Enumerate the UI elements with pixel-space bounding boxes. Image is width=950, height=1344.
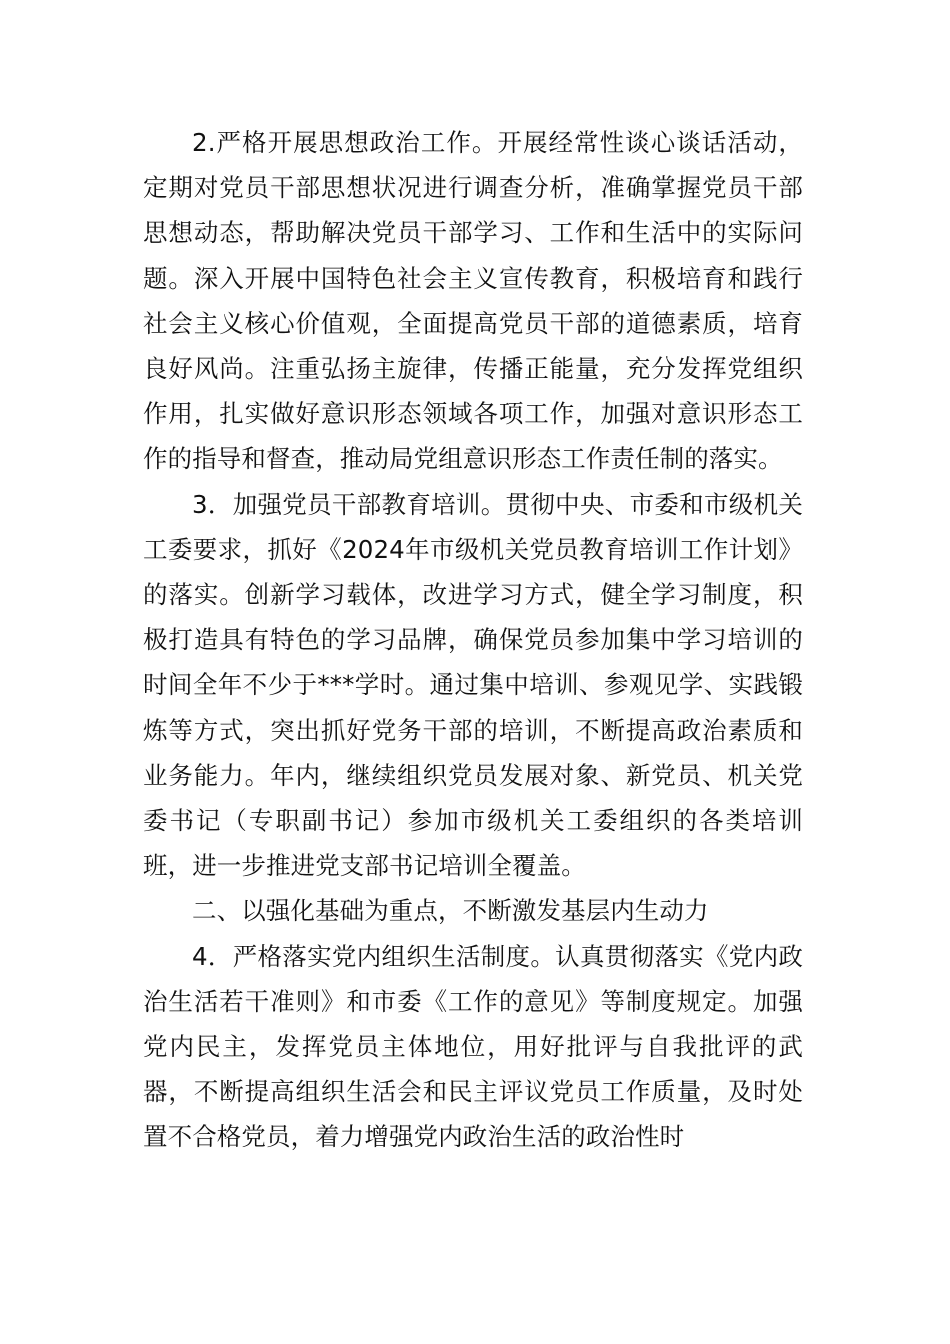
document-body: [143, 120, 803, 1160]
paragraph-ideological-work: 2.严格开展思想政治工作。开展经常性谈心谈话活动，定期对党员干部思想状况进行调查分析，准确掌握党员干部思想动态，帮助解决党员干部学习、工作和生活中的实际问题。深入开展中国特色社会主义宣传教育，积极培育和践行社会主义核心价值观，全面提高党员干部的道德素质，培育良好风尚。注重弘扬主旋律，传播正能量，充分发挥党组织作用，扎实做好意识形态领域各项工作，加强对意识形态工作的指导和督查，推动局党组意识形态工作责任制的落实。: [143, 128, 803, 474]
section-heading-two: 二、以强化基础为重点，不断激发基层内生动力: [192, 896, 709, 926]
paragraph-education-training: 3．加强党员干部教育培训。贯彻中央、市委和市级机关工委要求，抓好《2024年市级机关党员教育培训工作计划》的落实。创新学习载体，改进学习方式，健全学习制度，积极打造具有特色的学习品牌，确保党员参加集中学习培训的时间全年不少于***学时。通过集中培训、参观见学、实践锻炼等方式，突出抓好党务干部的培训，不断提高政治素质和业务能力。年内，继续组织党员发展对象、新党员、机关党委书记（专职副书记）参加市级机关工委组织的各类培训班，进一步推进党支部书记培训全覆盖。: [143, 489, 803, 881]
paragraph-organizational-life: 4．严格落实党内组织生活制度。认真贯彻落实《党内政治生活若干准则》和市委《工作的意见》等制度规定。加强党内民主，发挥党员主体地位，用好批评与自我批评的武器，不断提高组织生活会和民主评议党员工作质量，及时处置不合格党员，着力增强党内政治生活的政治性时: [143, 941, 803, 1152]
